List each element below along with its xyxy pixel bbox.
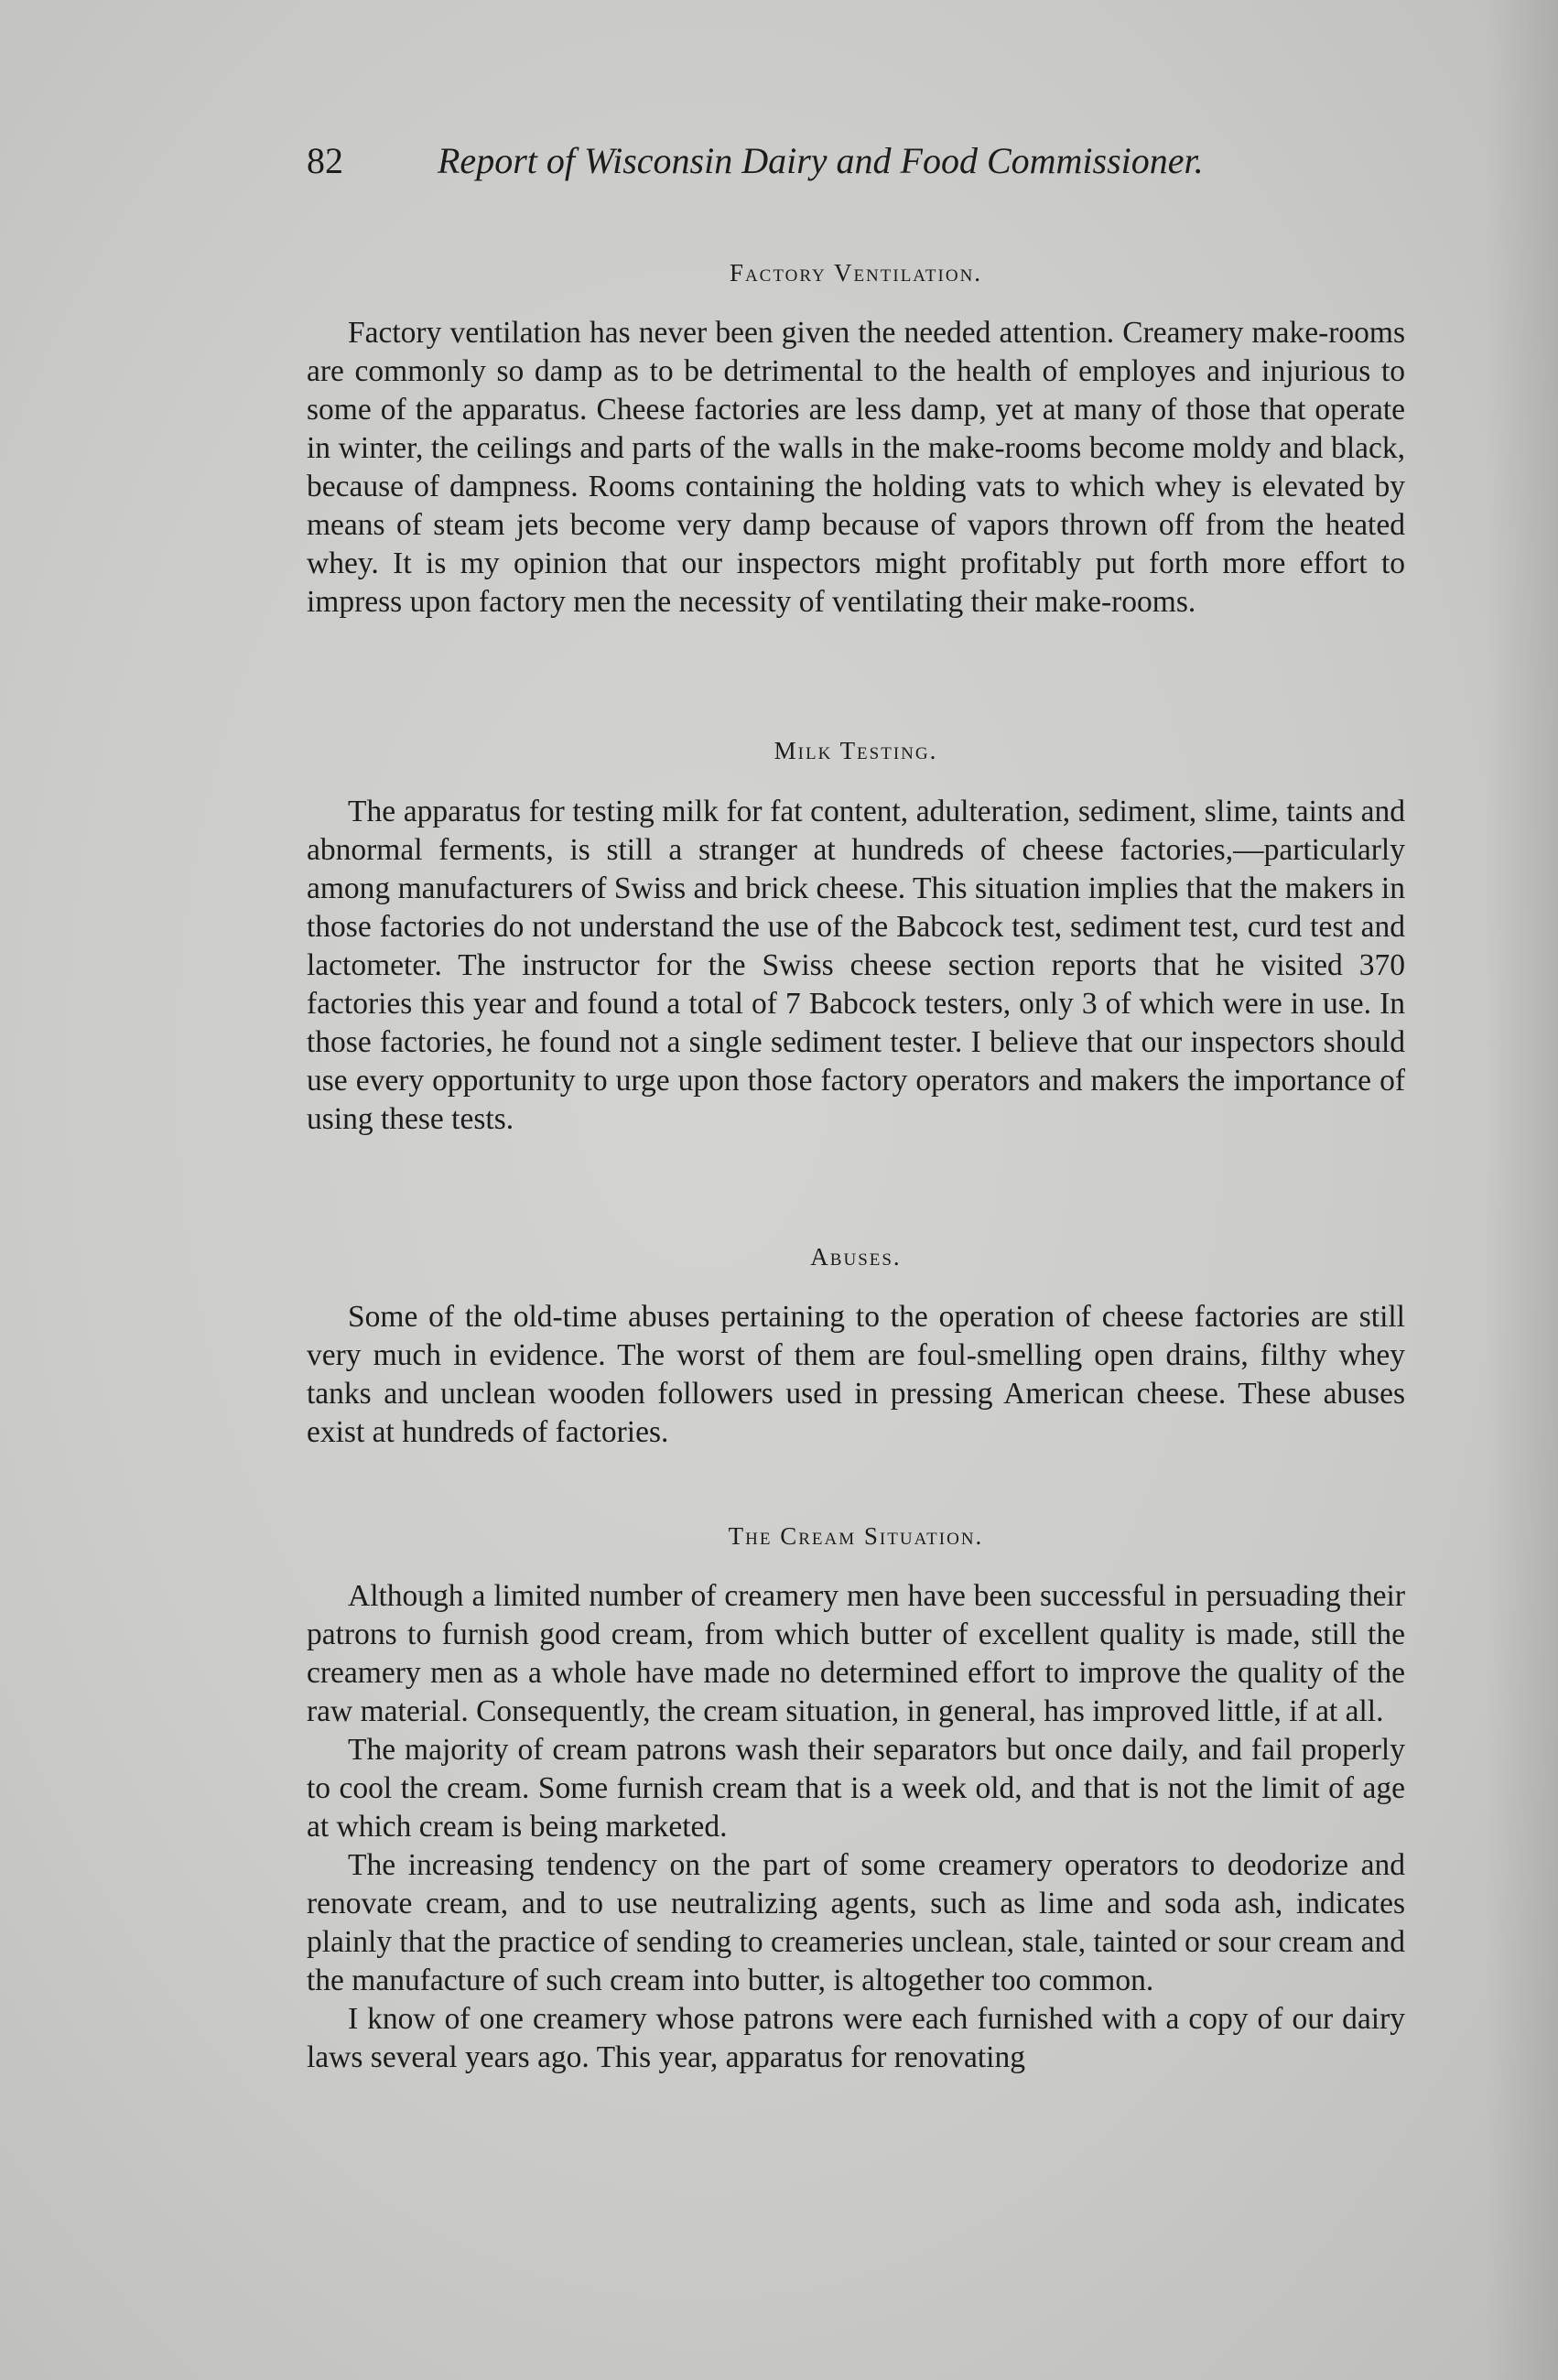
running-title: Report of Wisconsin Dairy and Food Commissioner.: [438, 140, 1204, 181]
paragraph: Some of the old-time abuses pertaining to the operation of cheese factories are still very much in evidence. The worst of them are foul-smelling open drains, filthy whey tanks and unclean wooden followers used in pressing American cheese. These abuses exist at hundreds of factories.: [307, 1300, 1405, 1449]
section-body-abuses: [307, 1298, 1405, 1452]
section-body-factory-ventilation: [307, 314, 1405, 622]
paragraph: Factory ventilation has never been given the needed attention. Creamery make-rooms are commonly so damp as to be detrimental to the health of employes and injurious to some of the apparatus. Cheese factories are less damp, yet at many of those that operate in winter, the ceilings and parts of the walls in the make-rooms become moldy and black, because of dampness. Rooms containing the holding vats to which whey is elevated by means of steam jets become very damp because of vapors thrown off from the heated whey. It is my opinion that our inspectors might profitably put forth more effort to impress upon factory men the necessity of ventilating their make-rooms.: [307, 316, 1405, 619]
page-number: 82: [307, 140, 343, 181]
section-heading-milk-testing: Milk Testing.: [774, 737, 938, 764]
section-heading-factory-ventilation: Factory Ventilation.: [729, 259, 983, 287]
paragraph: Although a limited number of creamery men have been successful in persuading their patrons to furnish good cream, from which butter of excellent quality is made, still the creamery men as a whole have made no determined effort to improve the quality of the raw material. Consequently, the cream situation, in general, has improved little, if at all.: [307, 1579, 1405, 1728]
paragraph: The apparatus for testing milk for fat content, adulteration, sediment, slime, taints and abnormal ferments, is still a stranger at hundreds of cheese factories,—particularly among manufacturers of Swiss and brick cheese. This situation implies that the makers in those factories do not understand the use of the Babcock test, sediment test, curd test and lactometer. The instructor for the Swiss cheese section reports that he visited 370 factories this year and found a total of 7 Babcock testers, only 3 of which were in use. In those factories, he found not a single sediment tester. I believe that our inspectors should use every opportunity to urge upon those factory operators and makers the importance of using these tests.: [307, 795, 1405, 1136]
paragraph: The majority of cream patrons wash their separators but once daily, and fail properly to cool the cream. Some furnish cream that is a week old, and that is not the limit of age at which cream is being marketed.: [307, 1733, 1405, 1844]
running-header: [307, 139, 1405, 194]
section-body-cream-situation: [307, 1577, 1405, 2077]
section-heading-cream-situation: The Cream Situation.: [728, 1522, 984, 1550]
section-body-milk-testing: [307, 793, 1405, 1139]
paragraph: I know of one creamery whose patrons were each furnished with a copy of our dairy laws several years ago. This year, apparatus for renovating: [307, 2002, 1405, 2074]
paragraph: The increasing tendency on the part of some creamery operators to deodorize and renovate cream, and to use neutralizing agents, such as lime and soda ash, indicates plainly that the practice of sending to creameries unclean, stale, tainted or sour cream and the manufacture of such cream into butter, is altogether too common.: [307, 1848, 1405, 1997]
section-heading-abuses: Abuses.: [810, 1243, 902, 1271]
